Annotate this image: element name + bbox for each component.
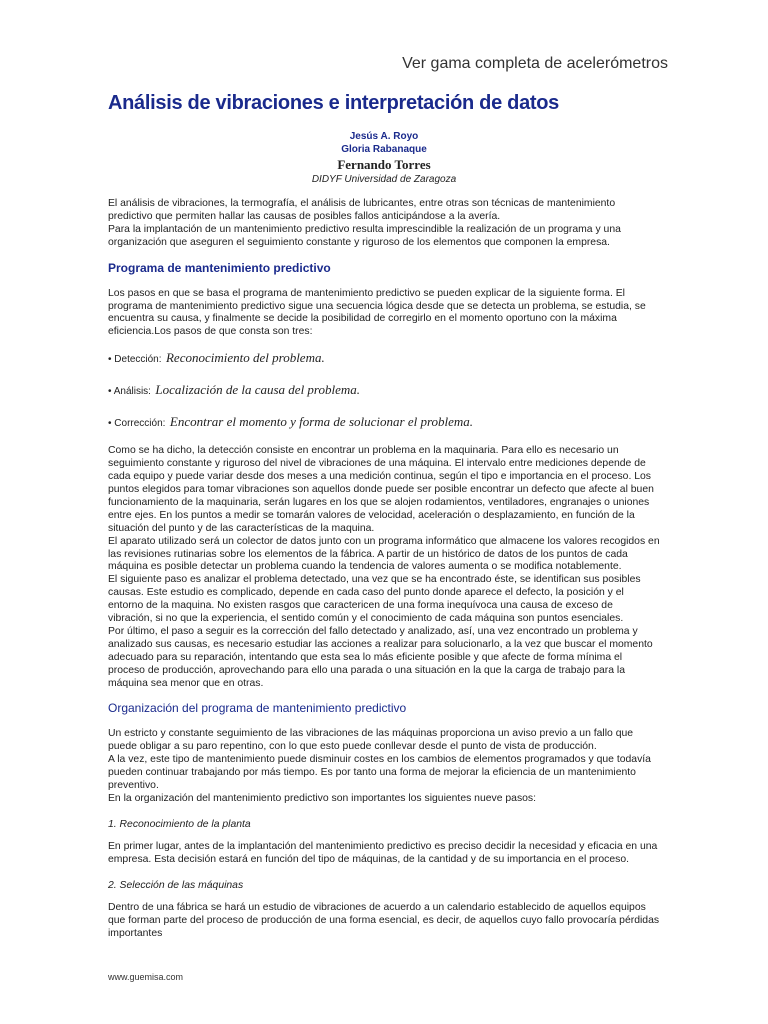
step-description: Encontrar el momento y forma de solucionar el problema. [169,414,474,430]
body-paragraph [108,728,660,805]
step-item [108,381,660,401]
article-title: Análisis de vibraciones e interpretación de datos [108,92,560,114]
footer-url: www.guemisa.com [108,972,184,982]
article-content [108,90,660,950]
body-sentence: En la organización del mantenimiento predictivo son importantes los siguientes nueve pasos: [108,793,536,804]
step-description: Localización de la causa del problema. [155,382,361,398]
accelerometers-link[interactable]: Ver gama completa de acelerómetros [402,55,668,72]
author-name: Gloria Rabanaque [341,144,427,155]
body-paragraph: Dentro de una fábrica se hará un estudio de vibraciones de acuerdo a un calendario establecido de aquellos equipos que forman parte del proceso de producción de una forma esencial, es decir, de aquellos cuyo fallo provocaría pérdidas importantes [108,901,660,939]
body-sentence: A la vez, este tipo de mantenimiento puede disminuir costes en los cambios de elementos programados y que todavía pueden continuar trabajando por más tiempo. Es por tanto una forma de mejorar la eficiencia de un mantenimiento preventivo. [108,754,651,792]
intro-sentence: El análisis de vibraciones, la termografía, el análisis de lubricantes, entre otras son técnicas de mantenimiento predictivo que permiten hallar las causas de posibles fallos anticipándose a la avería. [108,198,616,222]
step-item [108,349,660,369]
author-name: Fernando Torres [337,157,431,172]
body-paragraph [108,445,660,690]
author-affiliation: DIDYF Universidad de Zaragoza [311,174,457,185]
step-label: • Análisis: [108,386,151,398]
subsection-heading: 1. Reconocimiento de la planta [108,818,251,830]
body-paragraph: En primer lugar, antes de la implantación del mantenimiento predictivo es preciso decidir la necesidad y eficacia en una empresa. Esta decisión estará en función del tipo de máquinas, de la cantidad y de su importancia en el proceso. [108,840,658,865]
section-heading: Programa de mantenimiento predictivo [108,260,331,275]
intro-paragraph [108,198,660,250]
step-label: • Detección: [108,354,162,366]
body-sentence: El siguiente paso es analizar el problema detectado, una vez que se ha encontrado éste, se identifican sus posibles causas. Este estudio es complicado, depende en cada caso del punto donde aparece el defecto, la posición y el entorno de la maquina. No existen rasgos que caractericen de una forma inequívoca una causa de exceso de vibración, si no que la experiencia, el sentido común y el conocimiento de cada máquina son puntos esenciales. [108,574,641,625]
step-item [108,413,660,433]
body-sentence: Un estricto y constante seguimiento de las vibraciones de las máquinas proporciona un aviso previo a un fallo que puede obligar a su paro repentino, con lo que esto puede conllevar desde el punto de vista de producción. [108,728,634,753]
intro-sentence: Para la implantación de un mantenimiento predictivo resulta imprescindible la realización de un programa y una organización que aseguren el seguimiento constante y riguroso de los elementos que componen la empresa. [108,223,621,248]
body-paragraph: Los pasos en que se basa el programa de mantenimiento predictivo se pueden explicar de la siguiente forma. El programa de mantenimiento predictivo sigue una secuencia lógica desde que se detecta un problema, se estudia, se encuentra su causa, y finalmente se decide la posibilidad de corregirlo en el momento oportuno con la máxima eficiencia.Los pasos de que consta son tres: [108,287,646,338]
author-name: Jesús A. Royo [349,131,419,142]
step-description: Reconocimiento del problema. [165,350,325,366]
step-label: • Corrección: [108,418,166,430]
subsection-heading: 2. Selección de las máquinas [108,879,244,891]
authors-block [108,130,660,186]
section-heading: Organización del programa de mantenimiento predictivo [108,701,407,716]
body-sentence: Como se ha dicho, la detección consiste en encontrar un problema en la maquinaria. Para ello es necesario un seguimiento constante y riguroso del nivel de vibraciones de una máquina. El intervalo entre mediciones depende de cada equipo y puede variar desde dos meses a una medición continua, según el tipo e importancia en el proceso. Los puntos elegidos para tomar vibraciones son aquellos donde puede ser posible encontrar un defecto que afecte al buen funcionamiento de la maquinaria, serán lugares en los que se alojen rodamientos, ventiladores, engranajes o uniones entre ejes. En los puntos a medir se tomarán valores de velocidad, aceleración o desplazamiento, en función de la situación del punto y de las características de la maquina. [108,445,654,534]
body-sentence: El aparato utilizado será un colector de datos junto con un programa informático que almacene los valores recogidos en las revisiones rutinarias sobre los elementos de la fábrica. A partir de un histórico de datos de los puntos de cada máquina es posible detectar un problema cuando la tendencia de valores aumenta o se modifica notablemente. [108,535,660,573]
body-sentence: Por último, el paso a seguir es la corrección del fallo detectado y analizado, así, una vez encontrado un problema y analizado sus causas, es necesario estudiar las acciones a realizar para solucionarlo, a la vez que buscar el momento adecuado para su reparación, intentando que esta sea lo más eficiente posible y que afecte de forma mínima el proceso de producción, aprovechando para ello una parada o una situación en la que la carga de trabajo para la máquina sea menor que en otras. [108,625,653,689]
